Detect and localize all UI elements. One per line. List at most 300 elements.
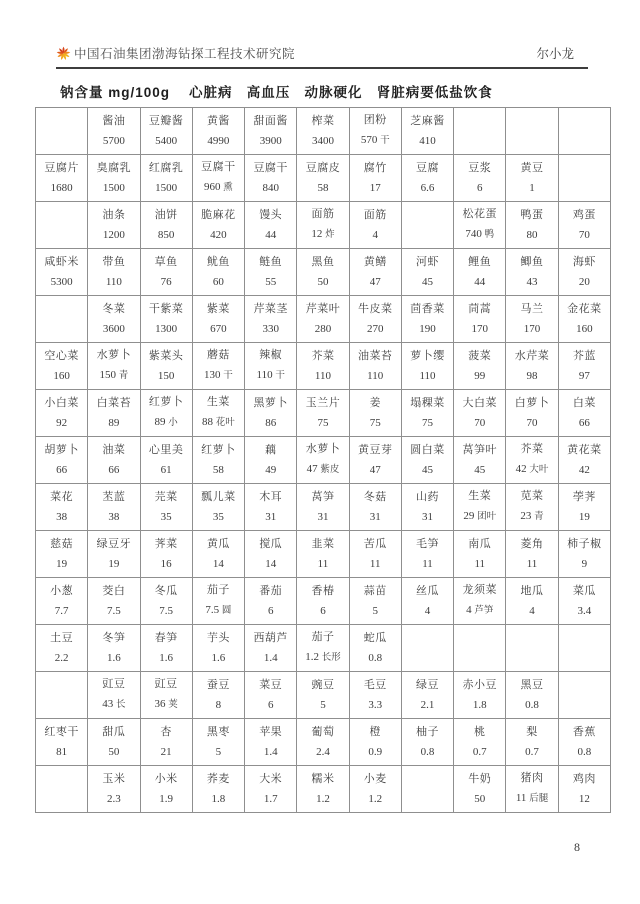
food-name: 黄豆芽	[357, 443, 393, 456]
table-cell	[454, 531, 506, 578]
food-value: 88 花叶	[202, 416, 235, 429]
food-value: 29 团叶	[463, 510, 497, 523]
food-value-note: 长形	[321, 653, 341, 664]
food-name: 苹果	[259, 725, 283, 738]
table-cell	[297, 249, 349, 296]
food-name	[37, 774, 86, 785]
food-value: 130 干	[204, 369, 233, 382]
food-value: 110	[419, 369, 436, 382]
food-name: 胡萝卜	[44, 443, 79, 456]
food-name: 南瓜	[468, 537, 492, 550]
table-cell	[245, 484, 297, 531]
food-value	[560, 700, 609, 711]
table-cell	[140, 531, 192, 578]
food-name	[403, 210, 452, 221]
header-left	[56, 44, 295, 62]
table-cell	[454, 343, 506, 390]
food-name: 黑豆	[520, 678, 544, 691]
food-name: 菜瓜	[572, 584, 596, 597]
food-name: 大米	[259, 772, 283, 785]
food-value: 50	[108, 745, 120, 758]
food-value: 960 熏	[204, 181, 233, 194]
table-cell	[192, 625, 244, 672]
table-cell	[140, 484, 192, 531]
table-cell	[401, 766, 453, 813]
food-value: 11	[526, 557, 538, 570]
food-value-note: 大叶	[529, 465, 549, 476]
food-name	[560, 680, 609, 691]
table-cell	[401, 672, 453, 719]
food-value: 160	[53, 369, 70, 382]
food-name: 茄子	[311, 631, 335, 644]
food-value: 850	[157, 228, 175, 241]
food-value: 98	[526, 369, 538, 382]
food-value: 330	[262, 322, 279, 335]
food-value: 45	[421, 275, 433, 288]
food-value: 0.8	[577, 745, 592, 758]
table-cell	[245, 437, 297, 484]
food-name: 蘑菇	[206, 349, 230, 362]
table-cell	[36, 202, 88, 249]
food-value: 99	[474, 369, 486, 382]
food-name: 圆白菜	[410, 443, 445, 456]
food-value: 49	[265, 463, 277, 476]
food-value: 2.4	[316, 745, 330, 758]
food-value: 5	[320, 698, 326, 711]
food-name: 黑萝卜	[253, 396, 288, 409]
food-value: 2.2	[54, 651, 69, 664]
food-value: 31	[265, 510, 277, 523]
food-name: 蒜苗	[363, 584, 387, 597]
table-cell	[297, 155, 349, 202]
food-name: 春笋	[154, 631, 178, 644]
food-name: 豆腐	[415, 161, 439, 174]
table-cell	[297, 437, 349, 484]
table-cell	[88, 249, 140, 296]
food-value: 4	[372, 228, 378, 241]
food-value-note: 干	[380, 136, 390, 147]
table-cell	[401, 296, 453, 343]
table-cell	[506, 202, 558, 249]
food-name: 紫菜头	[148, 349, 184, 362]
food-value: 75	[421, 416, 433, 429]
table-cell	[88, 578, 140, 625]
food-name	[560, 633, 609, 644]
table-cell	[349, 484, 401, 531]
food-name: 鲤鱼	[468, 255, 492, 268]
food-value: 5400	[155, 134, 178, 147]
food-name: 油菜苔	[357, 349, 393, 362]
food-name: 柚子	[415, 725, 439, 738]
food-name: 赤小豆	[462, 678, 497, 691]
table-row	[36, 155, 611, 202]
table-cell	[558, 202, 610, 249]
food-name: 苤蓝	[102, 490, 126, 503]
food-name	[403, 774, 452, 785]
table-cell	[297, 202, 349, 249]
food-name: 鸡肉	[572, 772, 596, 785]
food-value: 110	[314, 369, 331, 382]
table-cell	[349, 390, 401, 437]
table-cell	[88, 155, 140, 202]
food-name	[560, 116, 609, 127]
food-value-note: 圆	[221, 606, 232, 617]
food-value: 66	[56, 463, 68, 476]
table-cell	[192, 296, 244, 343]
food-value: 1	[529, 181, 535, 194]
food-value: 89	[108, 416, 120, 429]
table-cell	[140, 766, 192, 813]
food-name: 小麦	[363, 772, 387, 785]
table-cell	[558, 766, 610, 813]
table-cell	[36, 484, 88, 531]
food-name: 鱿鱼	[206, 255, 230, 268]
food-name: 鲫鱼	[520, 255, 544, 268]
food-name: 海虾	[572, 255, 596, 268]
food-value: 410	[419, 134, 436, 147]
table-cell	[140, 625, 192, 672]
food-value: 36 荚	[154, 698, 178, 711]
table-cell	[401, 719, 453, 766]
food-name: 河虾	[415, 255, 439, 268]
food-value: 1.6	[211, 651, 226, 664]
table-cell	[506, 719, 558, 766]
food-name: 茄子	[206, 584, 230, 597]
table-cell	[506, 390, 558, 437]
table-cell	[245, 155, 297, 202]
table-cell	[245, 766, 297, 813]
food-value	[37, 324, 86, 335]
table-cell	[558, 249, 610, 296]
food-name: 馒头	[259, 208, 283, 221]
food-name: 水萝卜	[305, 443, 341, 456]
food-name: 荸荠	[572, 490, 596, 503]
page-header	[56, 44, 588, 69]
food-name: 苦瓜	[363, 537, 387, 550]
food-name	[507, 633, 556, 644]
table-cell	[245, 719, 297, 766]
food-value: 0.7	[525, 745, 539, 758]
table-cell	[401, 202, 453, 249]
food-value: 1.2	[368, 792, 383, 805]
food-value: 5700	[102, 134, 125, 147]
table-cell	[349, 249, 401, 296]
table-cell	[88, 202, 140, 249]
food-value: 570 干	[360, 134, 390, 147]
food-value: 1.4	[263, 745, 278, 758]
food-name: 大白菜	[462, 396, 497, 409]
table-cell	[88, 343, 140, 390]
food-value: 0.8	[420, 745, 435, 758]
food-value: 670	[210, 322, 227, 335]
food-name: 小葱	[50, 584, 74, 597]
food-name: 松花蛋	[462, 208, 497, 221]
page-number: 8	[574, 840, 580, 854]
food-name: 萝卜缨	[410, 349, 445, 362]
food-value: 1680	[50, 181, 73, 194]
food-value-note: 花叶	[215, 418, 235, 429]
food-value: 70	[578, 228, 590, 241]
food-name	[37, 680, 86, 691]
table-cell	[558, 672, 610, 719]
food-name: 绿豆牙	[96, 537, 132, 550]
table-row	[36, 202, 611, 249]
food-name: 冬瓜	[154, 584, 178, 597]
food-value-note: 小	[168, 418, 178, 429]
table-cell	[297, 625, 349, 672]
food-value-note: 芦笋	[474, 606, 494, 617]
food-name: 冬笋	[102, 631, 126, 644]
food-name: 紫菜	[206, 302, 230, 315]
food-value: 70	[474, 416, 486, 429]
food-value: 42	[578, 463, 590, 476]
food-name: 糯米	[311, 772, 335, 785]
food-value: 1200	[102, 228, 125, 241]
table-cell	[140, 390, 192, 437]
food-name: 梨	[526, 725, 538, 738]
table-cell	[349, 296, 401, 343]
food-value	[37, 230, 86, 241]
food-value: 70	[526, 416, 538, 429]
table-cell	[245, 249, 297, 296]
food-name: 草鱼	[154, 255, 178, 268]
table-cell	[506, 296, 558, 343]
food-name: 红枣干	[44, 725, 79, 738]
food-name: 藕	[264, 443, 277, 456]
food-name: 白菜苔	[96, 396, 132, 409]
food-value: 110	[367, 369, 384, 382]
table-cell	[454, 625, 506, 672]
table-cell	[506, 484, 558, 531]
table-cell	[36, 719, 88, 766]
food-value: 23 青	[520, 510, 544, 523]
table-cell	[36, 249, 88, 296]
table-cell	[297, 719, 349, 766]
food-name: 黄花菜	[567, 443, 602, 456]
food-value: 11	[317, 557, 329, 570]
food-value-note: 干	[275, 371, 285, 382]
table-cell	[558, 390, 610, 437]
food-name: 柿子椒	[567, 537, 602, 550]
food-value: 150 青	[99, 369, 129, 382]
table-cell	[88, 437, 140, 484]
table-cell	[558, 108, 610, 155]
food-value: 170	[471, 322, 488, 335]
food-name: 菱角	[520, 537, 544, 550]
food-value: 2.1	[420, 698, 435, 711]
table-cell	[349, 625, 401, 672]
food-value: 11 后腿	[515, 792, 549, 805]
table-cell	[506, 578, 558, 625]
table-row	[36, 437, 611, 484]
table-cell	[401, 249, 453, 296]
food-name: 面筋	[363, 208, 387, 221]
table-cell	[454, 719, 506, 766]
table-cell	[297, 484, 349, 531]
food-name: 豆瓣酱	[148, 114, 184, 127]
table-cell	[506, 437, 558, 484]
food-value: 0.7	[472, 745, 487, 758]
table-row	[36, 578, 611, 625]
food-value: 110	[105, 275, 122, 288]
food-value: 43	[526, 275, 538, 288]
food-value: 1.6	[159, 651, 174, 664]
food-value: 16	[160, 557, 172, 570]
food-name: 龙须菜	[462, 584, 497, 597]
food-name: 生菜	[206, 396, 230, 409]
food-name: 菜豆	[259, 678, 283, 691]
food-name: 芝麻酱	[410, 114, 445, 127]
table-cell	[558, 296, 610, 343]
table-cell	[192, 437, 244, 484]
table-cell	[297, 531, 349, 578]
food-name: 芹菜茎	[253, 302, 288, 315]
food-name: 芥蓝	[572, 349, 596, 362]
table-cell	[349, 531, 401, 578]
table-row	[36, 719, 611, 766]
table-cell	[558, 578, 610, 625]
food-value: 21	[160, 745, 172, 758]
food-name: 菜花	[50, 490, 74, 503]
food-value: 7.7	[54, 604, 69, 617]
food-name: 莴笋	[311, 490, 335, 503]
table-cell	[401, 578, 453, 625]
food-name	[560, 163, 609, 174]
food-value	[403, 653, 452, 664]
food-name: 土豆	[50, 631, 74, 644]
food-value: 89 小	[154, 416, 178, 429]
food-value: 1.4	[263, 651, 278, 664]
table-cell	[297, 390, 349, 437]
table-cell	[558, 484, 610, 531]
food-name: 菠菜	[468, 349, 492, 362]
table-cell	[140, 343, 192, 390]
food-name: 芫菜	[154, 490, 178, 503]
food-value: 7.5	[107, 604, 121, 617]
table-cell	[506, 625, 558, 672]
table-cell	[192, 766, 244, 813]
sodium-table-body	[36, 108, 611, 813]
food-value: 14	[265, 557, 277, 570]
table-cell	[140, 155, 192, 202]
food-value: 66	[108, 463, 120, 476]
org-name: 中国石油集团渤海钻探工程技术研究院	[74, 47, 296, 61]
food-value: 170	[523, 322, 541, 335]
food-value: 31	[369, 510, 381, 523]
table-cell	[88, 484, 140, 531]
food-value: 81	[56, 745, 68, 758]
food-value	[403, 230, 452, 241]
food-name: 橙	[369, 725, 381, 738]
food-value: 11	[422, 557, 433, 570]
food-value: 5	[215, 745, 222, 758]
food-name	[455, 116, 504, 127]
table-cell	[140, 719, 192, 766]
food-value: 1.2 长形	[305, 651, 341, 664]
table-cell	[88, 672, 140, 719]
food-name: 油菜	[102, 443, 126, 456]
food-value: 4 芦笋	[466, 604, 494, 617]
food-name: 香椿	[311, 584, 335, 597]
food-value: 31	[421, 510, 433, 523]
table-cell	[454, 437, 506, 484]
table-row	[36, 249, 611, 296]
food-value: 45	[474, 463, 486, 476]
food-name: 油饼	[154, 208, 178, 221]
food-name: 木耳	[259, 490, 283, 503]
food-value: 17	[369, 181, 381, 194]
food-name: 榨菜	[311, 114, 335, 127]
food-value: 19	[108, 557, 120, 570]
food-value-note: 鸭	[484, 230, 495, 241]
food-name: 茭白	[102, 584, 126, 597]
food-name: 生菜	[468, 490, 492, 503]
food-value: 86	[265, 416, 277, 429]
food-name: 甜瓜	[102, 725, 126, 738]
food-name: 杏	[160, 725, 172, 738]
food-value: 75	[369, 416, 381, 429]
food-name: 丝瓜	[415, 584, 439, 597]
table-cell	[297, 766, 349, 813]
food-name: 水萝卜	[96, 349, 132, 362]
food-name: 心里美	[148, 443, 184, 456]
food-name: 甜面酱	[253, 114, 288, 127]
food-value: 1.8	[472, 698, 487, 711]
food-value: 47 紫皮	[306, 463, 340, 476]
food-name: 茼蒿	[468, 302, 492, 315]
table-cell	[401, 625, 453, 672]
food-value: 8	[215, 698, 222, 711]
food-value: 14	[212, 557, 224, 570]
food-name: 金花菜	[567, 302, 602, 315]
table-cell	[88, 390, 140, 437]
table-cell	[88, 625, 140, 672]
table-cell	[140, 672, 192, 719]
food-value: 11	[369, 557, 381, 570]
food-value: 19	[56, 557, 68, 570]
food-name: 脆麻花	[201, 208, 236, 221]
food-value: 4	[529, 604, 535, 617]
food-name	[37, 116, 86, 127]
table-row	[36, 343, 611, 390]
table-cell	[140, 578, 192, 625]
table-cell	[36, 672, 88, 719]
food-name: 冬菇	[363, 490, 387, 503]
food-value: 44	[265, 228, 277, 241]
food-value: 190	[419, 322, 436, 335]
food-value-note: 炸	[325, 230, 335, 241]
table-cell	[88, 108, 140, 155]
table-cell	[245, 296, 297, 343]
table-cell	[140, 108, 192, 155]
table-cell	[558, 343, 610, 390]
table-cell	[454, 578, 506, 625]
food-name: 豆腐皮	[305, 161, 341, 174]
food-name: 豇豆	[154, 678, 178, 691]
food-value: 150	[157, 369, 175, 382]
table-cell	[506, 766, 558, 813]
food-name: 韭菜	[311, 537, 335, 550]
food-name: 鸡蛋	[572, 208, 596, 221]
table-cell	[349, 672, 401, 719]
table-row	[36, 484, 611, 531]
table-cell	[349, 766, 401, 813]
food-value: 20	[578, 275, 590, 288]
food-name: 苋菜	[520, 490, 544, 503]
food-name: 蚕豆	[206, 678, 230, 691]
table-cell	[245, 531, 297, 578]
food-name: 黑枣	[206, 725, 230, 738]
